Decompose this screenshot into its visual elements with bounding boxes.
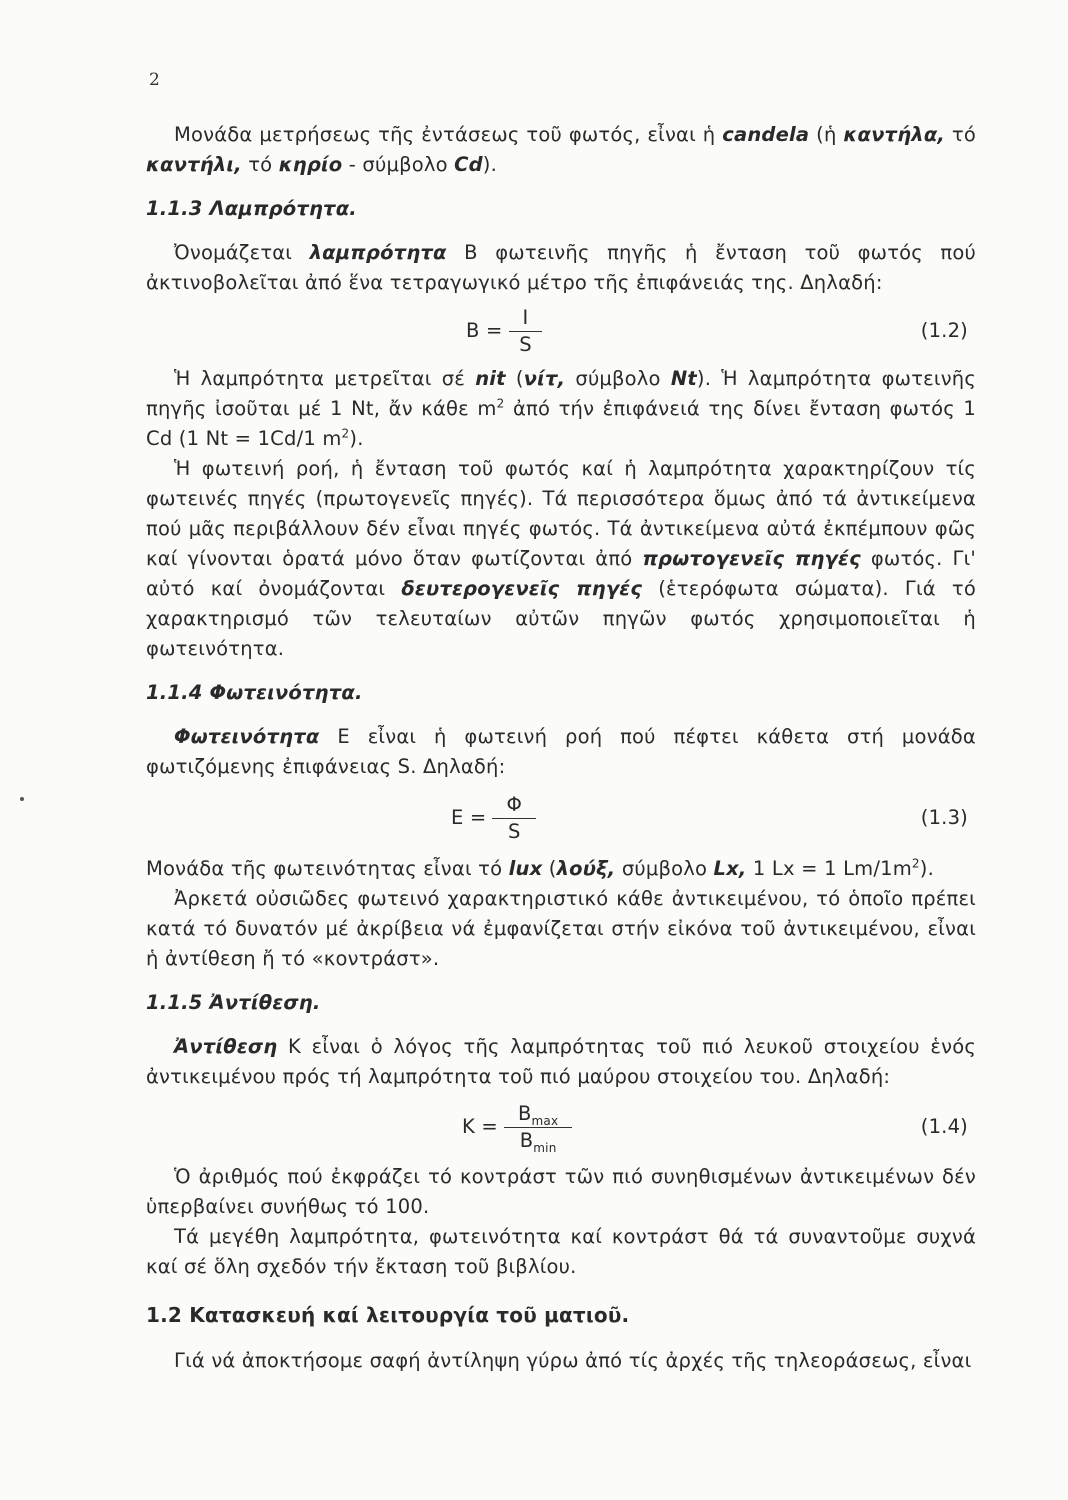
paragraph-candela: Μονάδα μετρήσεως τῆς ἐντάσεως τοῦ φωτός, εἶναι ἡ candela (ἡ καντήλα, τό καντήλι, τό κηρίο - σύμβολο Cd). — [146, 123, 976, 176]
equation-number: (1.3) — [920, 806, 968, 829]
page-number: 2 — [149, 70, 160, 90]
paragraph-contrast-number: Ὁ ἀριθμός πού ἐκφράζει τό κοντράστ τῶν πιό συνηθισμένων ἀντικειμένων δέν ὑπερβαίνει συνήθως τό 100. — [146, 1165, 976, 1218]
paragraph-contrast-def: Ἀντίθεση K εἶναι ὁ λόγος τῆς λαμπρότητας τοῦ πιό λευκοῦ στοιχείου ἑνός ἀντικειμένου πρός τή λαμπρότητα τοῦ πιό μαύρου στοιχείου του. Δηλαδή: — [146, 1035, 976, 1088]
paragraph-eye-intro: Γιά νά ἀποκτήσομε σαφή ἀντίληψη γύρω ἀπό τίς ἀρχές τῆς τηλεοράσεως, εἶναι — [174, 1349, 972, 1372]
section-heading-1-2: 1.2 Κατασκευή καί λειτουργία τοῦ ματιοῦ. — [146, 1303, 630, 1327]
section-heading-1-1-5: 1.1.5 Ἀντίθεση. — [146, 991, 321, 1014]
paragraph-brightness-def: Ὀνομάζεται λαμπρότητα B φωτεινῆς πηγῆς ἡ ἔνταση τοῦ φωτός πού ἀκτινοβολεῖται ἀπό ἕνα τετραγωγικό μέτρο τῆς ἐπιφάνειάς της. Δηλαδή: — [146, 241, 976, 294]
section-heading-1-1-3: 1.1.3 Λαμπρότητα. — [146, 197, 357, 220]
equation-1-4: K = $\frac{B_{max}}{B_{min}}$ (1.4) — [462, 1101, 968, 1155]
paragraph-illuminance-def: Φωτεινότητα E εἶναι ἡ φωτεινή ροή πού πέφτει κάθετα στή μονάδα φωτιζόμενης ἐπιφάνειας S. Δηλαδή: — [146, 725, 976, 778]
paragraph-lux: Μονάδα τῆς φωτεινότητας εἶναι τό lux (λούξ, σύμβολο Lx, 1 Lx = 1 $Lm/1m^2$). — [146, 856, 934, 880]
paragraph-quantities: Τά μεγέθη λαμπρότητα, φωτεινότητα καί κοντράστ θά τά συναντοῦμε συχνά καί σέ ὅλη σχεδόν τήν ἔκταση τοῦ βιβλίου. — [146, 1225, 976, 1278]
margin-mark — [20, 797, 24, 801]
page-body — [146, 118, 976, 1376]
paragraph-nit: Ἡ λαμπρότητα μετρεῖται σέ nit (νίτ, σύμβολο Nt). Ἡ λαμπρότητα φωτεινῆς πηγῆς ἰσοῦται μέ 1 Nt, ἄν κάθε $m^2$ ἀπό τήν ἐπιφάνειά της δίνει ἔνταση φωτός 1 Cd (1 Nt = 1Cd/1 $m^2$). — [146, 367, 976, 450]
equation-1-3: E = $\frac{\Phi}{S}$ (1.3) — [451, 792, 968, 843]
paragraph-sources: Ἡ φωτεινή ροή, ἡ ἔνταση τοῦ φωτός καί ἡ λαμπρότητα χαρακτηρίζουν τίς φωτεινές πηγές (πρωτογενεῖς πηγές). Τά περισσότερα ὅμως ἀπό τά ἀντικείμενα πού μᾶς περιβάλλουν δέν εἶναι πηγές φωτός. Τά ἀντικείμενα αὐτά ἐκπέμπουν φῶς καί γίνονται ὁρατά μόνο ὅταν φωτίζονται ἀπό πρωτογενεῖς πηγές φωτός. Γι' αὐτό καί ὀνομάζονται δευτερογενεῖς πηγές (ἑτερόφωτα σώματα). Γιά τό χαρακτηρισμό τῶν τελευταίων αὐτῶν πηγῶν φωτός χρησιμοποιεῖται ἡ φωτεινότητα. — [146, 457, 976, 660]
equation-number: (1.4) — [920, 1115, 968, 1138]
section-heading-1-1-4: 1.1.4 Φωτεινότητα. — [146, 681, 363, 704]
equation-1-2: B = $\frac{I}{S}$ (1.2) — [466, 305, 968, 356]
paragraph-contrast-intro: Ἀρκετά οὐσιῶδες φωτεινό χαρακτηριστικό κάθε ἀντικειμένου, τό ὁποῖο πρέπει κατά τό δυνατόν μέ ἀκρίβεια νά ἐμφανίζεται στήν εἰκόνα τοῦ ἀντικειμένου, εἶναι ἡ ἀντίθεση ἤ τό «κοντράστ». — [146, 887, 976, 970]
equation-number: (1.2) — [920, 319, 968, 342]
